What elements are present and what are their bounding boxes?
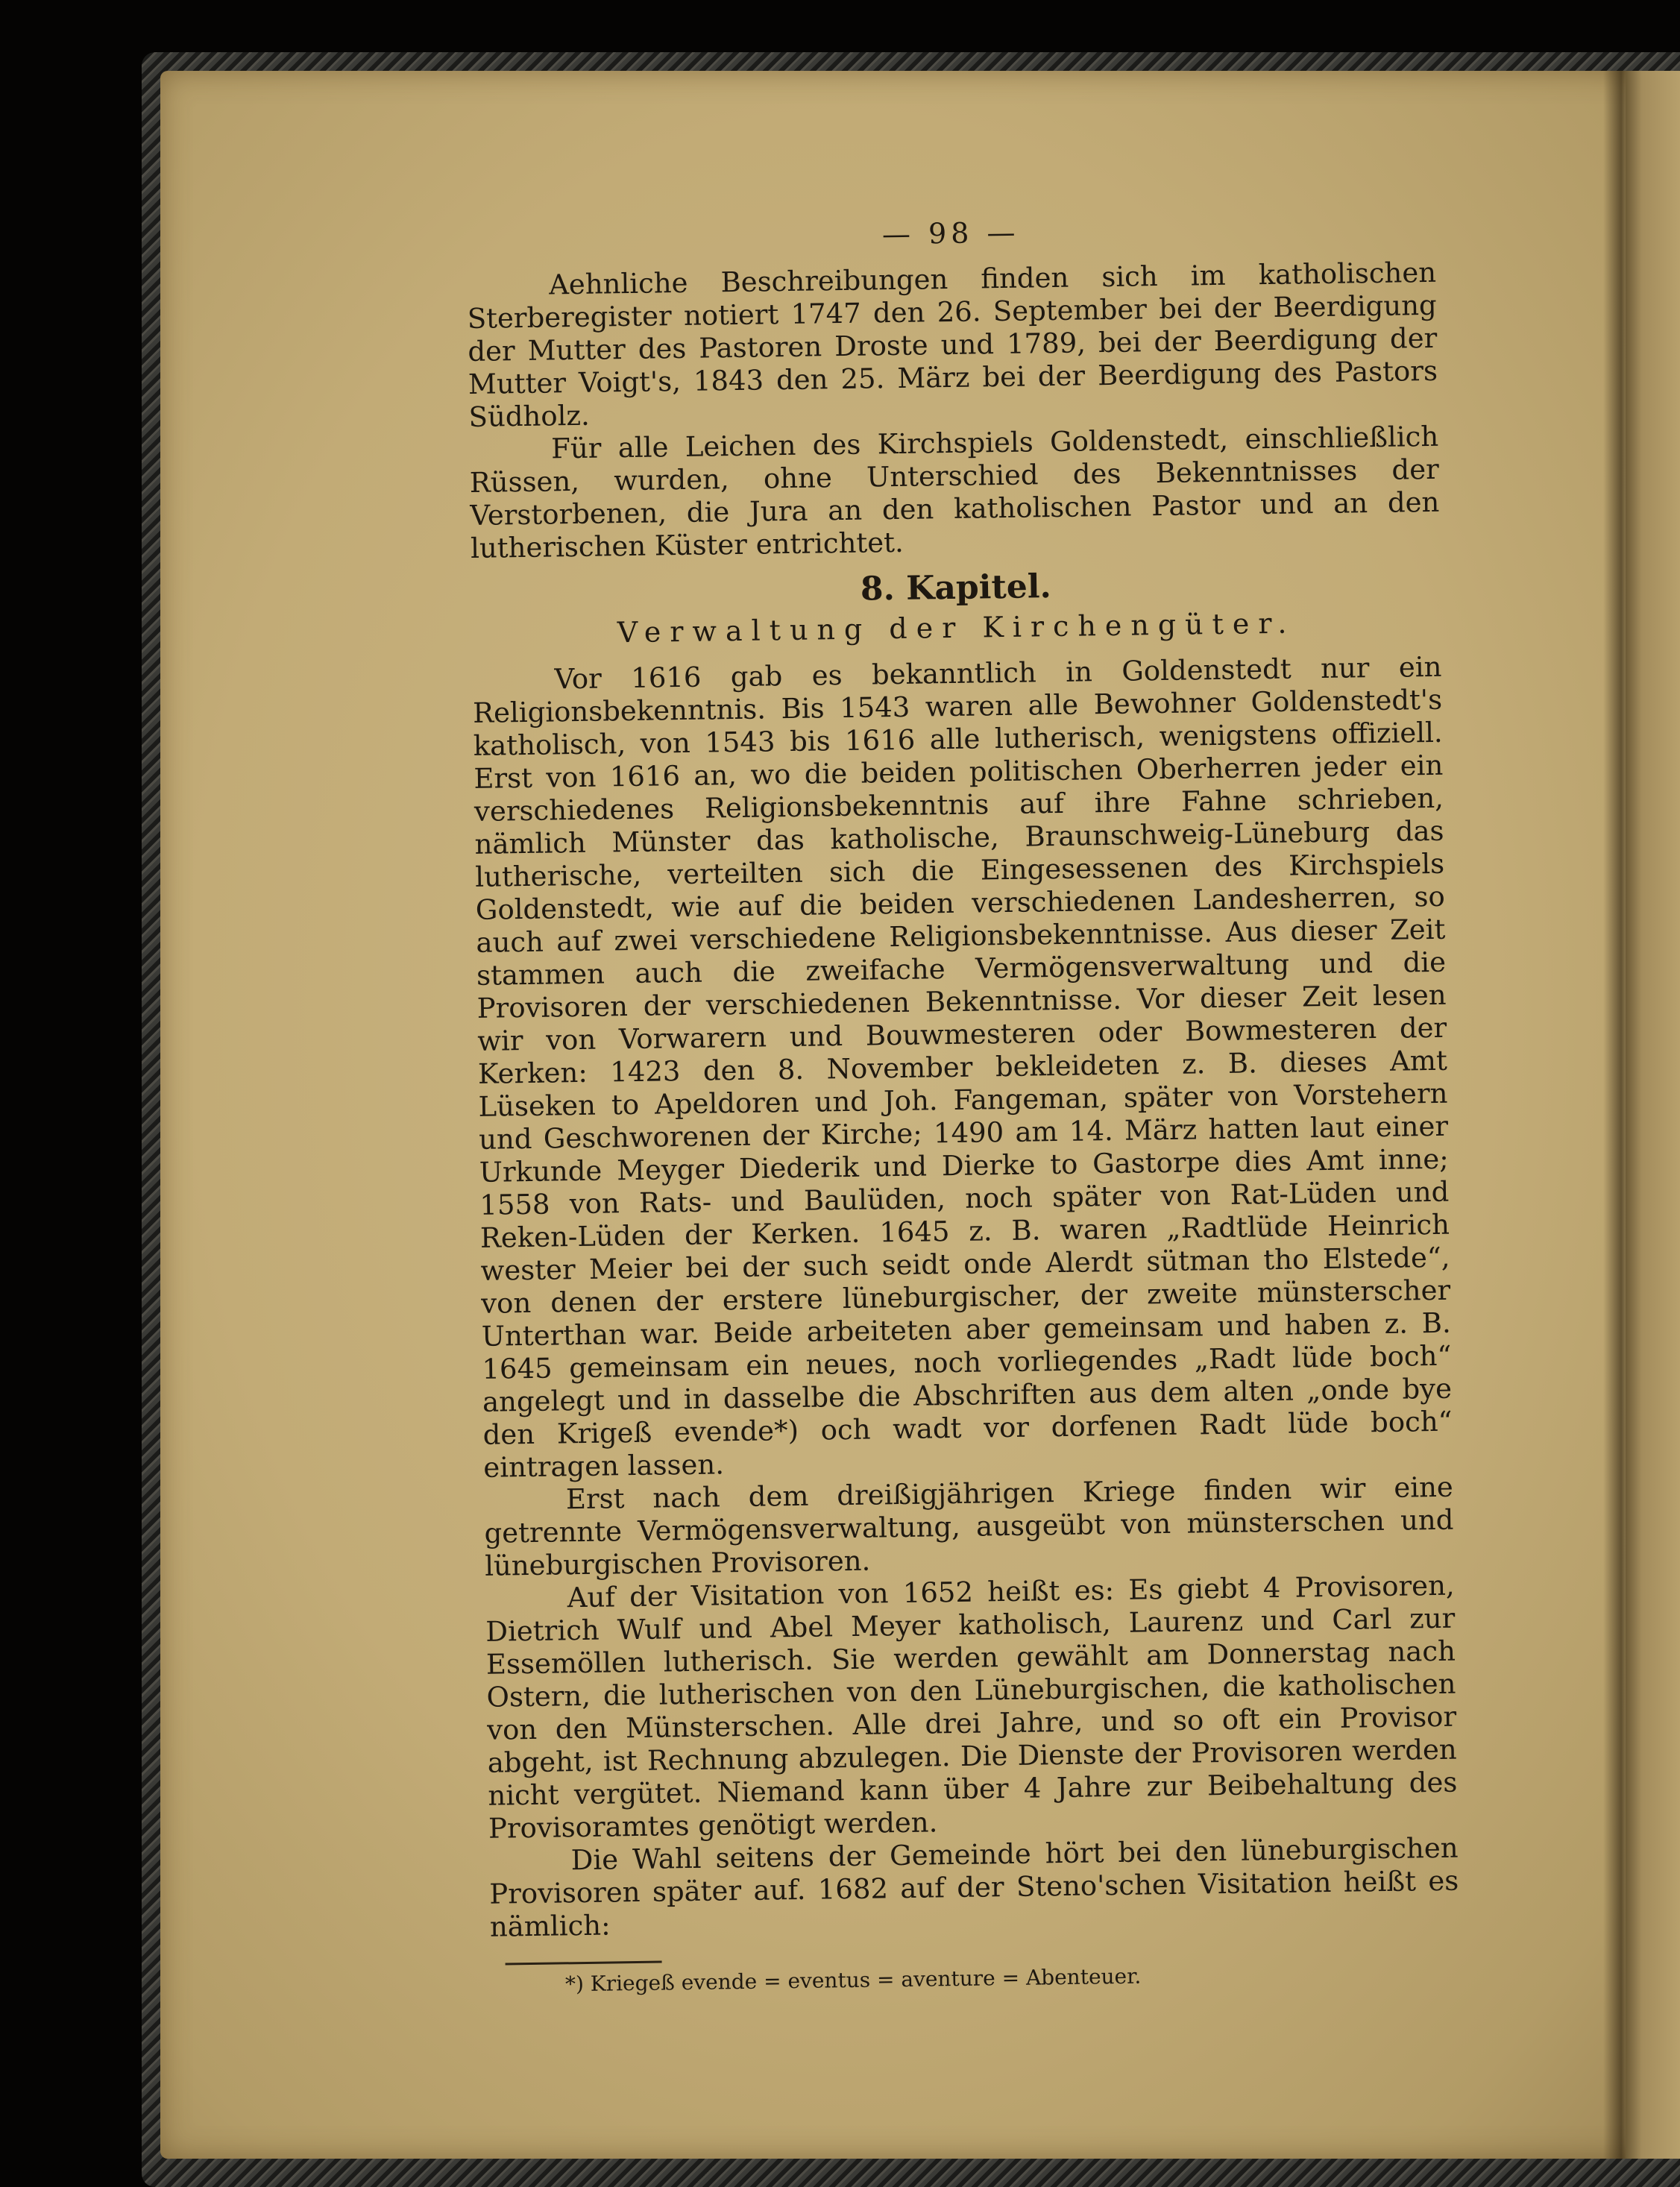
footnote: *) Kriegeß evende = eventus = aventure = Abenteuer. bbox=[564, 1963, 1142, 1997]
paragraph-1: Aehnliche Beschreibungen finden sich im katholischen Sterberegister notiert 1747 den 26. September bei der Beerdigung der Mutter des Pastoren Droste und 1789, bei der Beerdigung der Mutter Voigt's, 1843 den 25. März bei der Beerdigung des Pastors Südholz. bbox=[467, 256, 1438, 433]
footnote-divider bbox=[506, 1961, 662, 1966]
chapter-subtitle: Verwaltung der Kirchengüter. bbox=[617, 606, 1296, 649]
text-block bbox=[466, 210, 1460, 1998]
chapter-heading: 8. Kapitel. bbox=[860, 567, 1052, 608]
chapter-paragraph-2: Erst nach dem dreißigjährigen Kriege finden wir eine getrennte Vermögensverwaltung, ausgeübt von münsterschen und lüneburgischen Provisoren. bbox=[484, 1470, 1454, 1582]
chapter-paragraph-4: Die Wahl seitens der Gemeinde hört bei den lüneburgischen Provisoren später auf. 1682 auf der Steno'schen Visitation heißt es nämlich: bbox=[488, 1831, 1459, 1943]
paragraph-2: Für alle Leichen des Kirchspiels Goldenstedt, einschließlich Rüssen, wurden, ohne Unterschied des Bekenntnisses der Verstorbenen, die Jura an den katholischen Pastor und an den lutherischen Küster entrichtet. bbox=[469, 420, 1440, 564]
facing-page-edge bbox=[1626, 71, 1680, 2159]
chapter-paragraph-3: Auf der Visitation von 1652 heißt es: Es giebt 4 Provisoren, Dietrich Wulf und Abel Meyer katholisch, Laurenz und Carl zur Essemöllen lutherisch. Sie werden gewählt am Donnerstag nach Ostern, die lutherischen von den Lüneburgischen, die katholischen von den Münsterschen. Alle drei Jahre, und so oft ein Provisor abgeht, ist Rechnung abzulegen. Die Dienste der Provisoren werden nicht vergütet. Niemand kann über 4 Jahre zur Beibehaltung des Provisoramtes genötigt werden. bbox=[485, 1569, 1458, 1845]
page-number: — 98 — bbox=[881, 215, 1020, 251]
chapter-paragraph-1: Vor 1616 gab es bekanntlich in Goldenstedt nur ein Religionsbekenntnis. Bis 1543 waren alle Bewohner Goldenstedt's katholisch, von 1543 bis 1616 alle lutherisch, wenigstens offiziell. Erst von 1616 an, wo die beiden politischen Oberherren jeder ein verschiedenes Religionsbekenntnis auf ihre Fahne schrieben, nämlich Münster das katholische, Braunschweig-Lüneburg das lutherische, verteilten sich die Eingesessenen des Kirchspiels Goldenstedt, wie auf die beiden verschiedenen Landesherren, so auch auf zwei verschiedene Religionsbekenntnisse. Aus dieser Zeit stammen auch die zweifache Vermögensverwaltung und die Provisoren der verschiedenen Bekenntnisse. Vor dieser Zeit lesen wir von Vorwarern und Bouwmesteren oder Bowmesteren der Kerken: 1423 den 8. November bekleideten z. B. dieses Amt Lüseken to Apeldoren und Joh. Fangeman, später von Vorstehern und Geschworenen der Kirche; 1490 am 14. März hatten laut einer Urkunde Meyger Diederik und Dierke to Gastorpe dies Amt inne; 1558 von Rats- und Baulüden, noch später von Rat-Lüden und Reken-Lüden der Kerken. 1645 z. B. waren „Radtlüde Heinrich wester Meier bei der such seidt onde Alerdt sütman tho Elstede“, von denen der erstere lüneburgischer, der zweite münsterscher Unterthan war. Beide arbeiteten aber gemeinsam und haben z. B. 1645 gemeinsam ein neues, noch vorliegendes „Radt lüde boch“ angelegt und in dasselbe die Abschriften aus dem alten „onde bye den Krigeß evende*) och wadt vor dorfenen Radt lüde boch“ eintragen lassen. bbox=[472, 650, 1453, 1484]
